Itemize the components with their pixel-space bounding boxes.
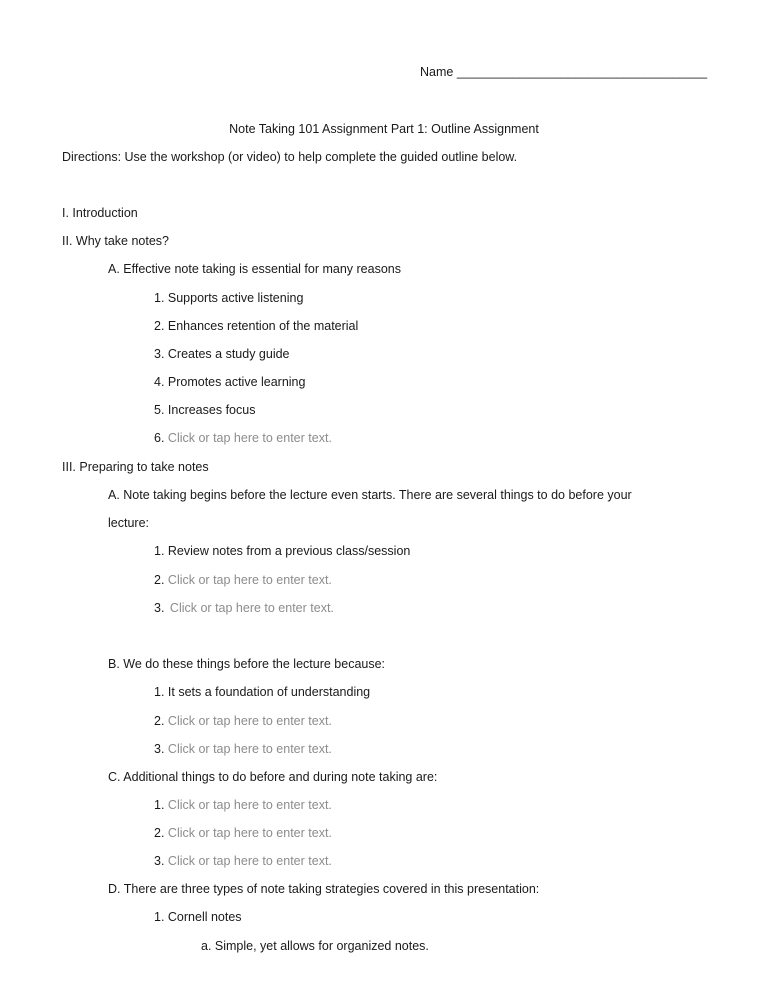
item-number: 6. [154,431,165,445]
item-number: 3. [154,854,165,868]
outline-subheading-continued: lecture: [108,516,149,530]
outline-item-entry [154,741,332,757]
outline-item-entry [154,430,332,446]
outline-item: 5. Increases focus [154,403,256,417]
outline-subheading: D. There are three types of note taking strategies covered in this presentation: [108,882,540,896]
outline-item-entry [154,825,332,841]
outline-item: 4. Promotes active learning [154,375,306,389]
item-number: 3. [154,742,165,756]
outline-item-entry [154,572,332,588]
item-number: 2. [154,826,165,840]
outline-heading-preparing: III. Preparing to take notes [62,460,209,474]
text-entry-field[interactable]: Click or tap here to enter text. [169,601,334,615]
outline-heading-introduction: I. Introduction [62,206,138,220]
page-title: Note Taking 101 Assignment Part 1: Outline Assignment [229,122,539,136]
outline-item: 1. Cornell notes [154,910,242,924]
item-number: 1. [154,798,165,812]
outline-item-entry [154,853,332,869]
text-entry-field[interactable]: Click or tap here to enter text. [167,573,332,587]
outline-item: 2. Enhances retention of the material [154,319,359,333]
outline-item: 1. Supports active listening [154,291,304,305]
outline-item: 3. Creates a study guide [154,347,290,361]
text-entry-field[interactable]: Click or tap here to enter text. [167,714,332,728]
outline-subheading: A. Effective note taking is essential for many reasons [108,262,401,276]
outline-heading-why-take-notes: II. Why take notes? [62,234,169,248]
outline-item: 1. It sets a foundation of understanding [154,685,371,699]
directions-text: Directions: Use the workshop (or video) to help complete the guided outline below. [62,150,518,164]
outline-item-entry [154,797,332,813]
item-number: 2. [154,573,165,587]
text-entry-field[interactable]: Click or tap here to enter text. [167,826,332,840]
text-entry-field[interactable]: Click or tap here to enter text. [167,431,332,445]
outline-subitem: a. Simple, yet allows for organized notes. [201,939,429,953]
text-entry-field[interactable]: Click or tap here to enter text. [167,854,332,868]
outline-subheading: B. We do these things before the lecture because: [108,657,386,671]
outline-item-entry [154,713,332,729]
item-number: 2. [154,714,165,728]
text-entry-field[interactable]: Click or tap here to enter text. [167,798,332,812]
outline-item-entry [154,600,334,616]
outline-subheading: C. Additional things to do before and during note taking are: [108,770,438,784]
text-entry-field[interactable]: Click or tap here to enter text. [167,742,332,756]
outline-subheading: A. Note taking begins before the lecture even starts. There are several things to do before your [108,488,632,502]
name-field[interactable]: Name ____________________________________ [420,65,708,79]
outline-item: 1. Review notes from a previous class/session [154,544,411,558]
item-number: 3. [154,601,165,615]
